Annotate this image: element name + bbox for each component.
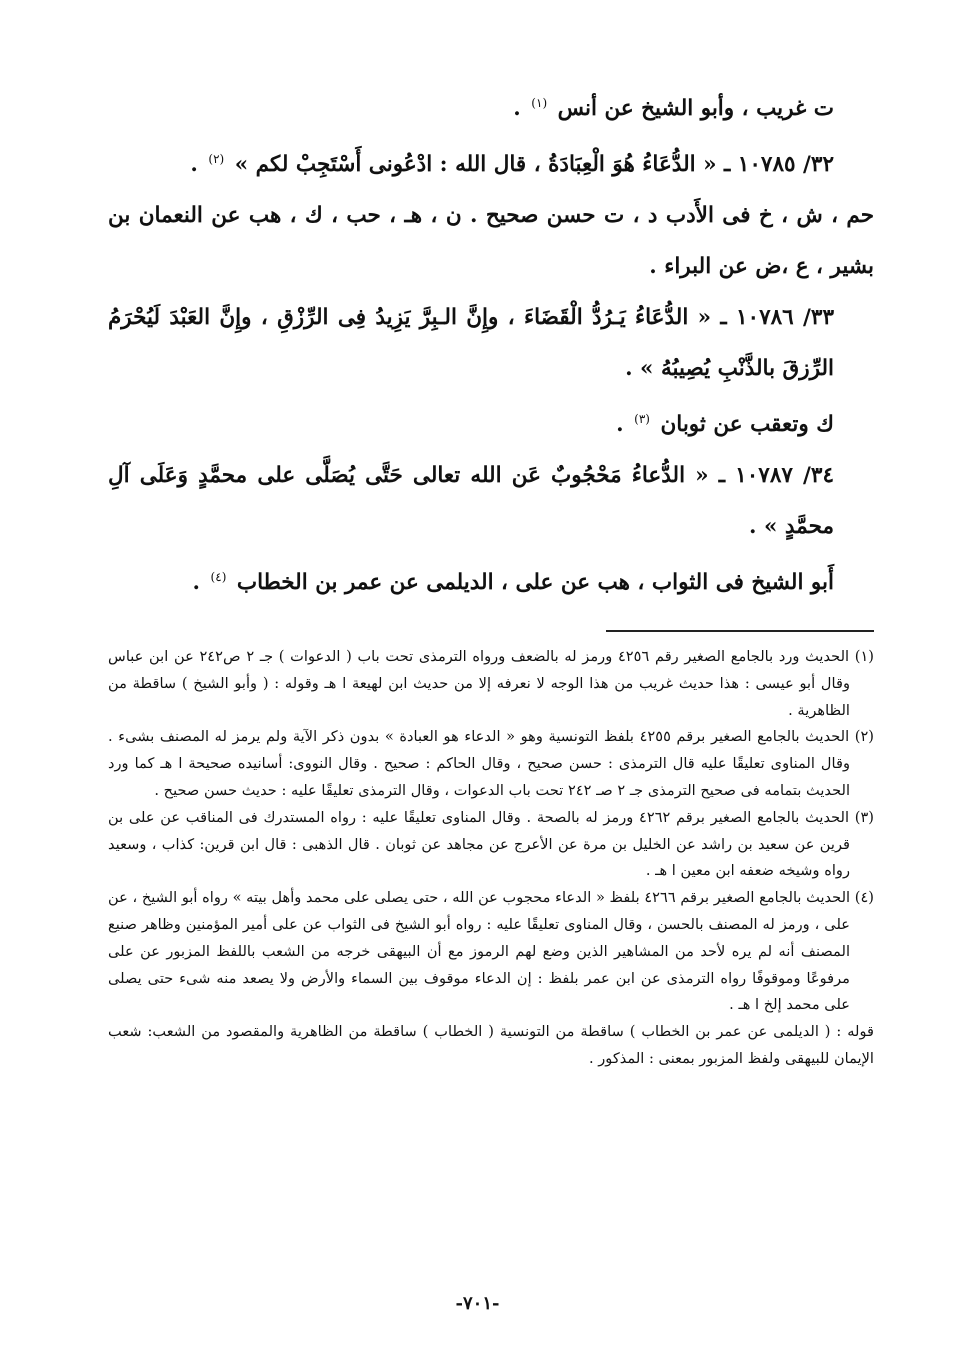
footnote-1: (١) الحديث ورد بالجامع الصغير رقم ٤٢٥٦ ورمز له بالضعف ورواه الترمذى تحت باب ( الدعوات ) جـ ٢ ص٢٤٢ عن ابن عباس وقال أبو عيسى : هذا حديث غريب من هذا الوجه لا نعرفه إلا من حديث ابن لهيعة ا هـ وقوله : ( وأبو الشيخ ) ساقطة من الظاهرية .: [108, 648, 874, 719]
footnote-ref-3[interactable]: (٣): [634, 412, 650, 426]
footnotes: [108, 644, 874, 1073]
hadith-32-sources: حم ، ش ، خ فى الأَدب د ، ت حسن صحيح . ن ، هـ ، حب ، ك ، هب عن النعمان بن بشير ، ع ،ض عن البراء .: [108, 203, 874, 279]
footnote-4: (٤) الحديث بالجامع الصغير برقم ٤٢٦٦ بلفظ « الدعاء محجوب عن الله ، حتى يصلى على محمد وأهل بيته » رواه أبو الشيخ ، عن على ، ورمز له المصنف بالحسن ، وقال المناوى تعليقًا عليه : رواه أبو الشيخ فى الثواب عن على أمير المؤمنين وظاهر صنيع المصنف أنه لم يره لأحد من المشاهير الذين وضع لهم الرموز مع أن البيهقى خرجه من الشعب باللفظ المزبور عن على مرفوعًا وموقوفًا رواه الترمذى عن ابن عمر بلفظ : إن الدعاء موقوف بين السماء والأرض ولا يصعد منه شىء حتى يصلى على محمد إلخ ا هـ .: [108, 889, 874, 1014]
hadith-32: ٣٢/ ١٠٧٨٥ ـ « الدُّعَاءُ هُوَ الْعِبَادَةُ ، قال الله : ادْعُونى أَسْتَجِبْ لكم » $^{(٢)}$ .: [190, 152, 834, 177]
footnote-ref-1[interactable]: (١): [531, 96, 548, 110]
hadith-33-sources: ك وتعقب عن ثوبان $^{(٣)}$ .: [616, 412, 834, 437]
page-body: [108, 78, 874, 1338]
footnote-ref-2[interactable]: (٢): [208, 152, 225, 166]
source-line-1: ت غريب ، وأبو الشيخ عن أنس $^{(١)}$ .: [513, 96, 834, 121]
hadith-33: ٣٣/ ١٠٧٨٦ ـ « الدُّعَاءُ يَـرُدُّ الْقَضَاءَ ، وإِنَّ الـبِرَّ يَزِيدُ فِى الرِّزْقِ ، وإِنَّ العَبْدَ لَيُحْرَمُ الرِّزقَ بالذَّنْبِ يُصِيبُهُ » .: [108, 305, 834, 381]
footnote-2: (٢) الحديث بالجامع الصغير برقم ٤٢٥٥ بلفظ التونسية وهو « الدعاء هو العبادة » بدون ذكر الآية ولم يرمز له المصنف بشىء . وقال المناوى تعليقًا عليه قال الترمذى : حسن صحيح ، وقال الحاكم : صحيح . وقال النووى: أسانيده صحيحة ا هـ كما ورد الحديث بتمامه فى صحيح الترمذى جـ ٢ صـ ٢٤٢ تحت باب الدعوات ، وقال الترمذى تعليقًا عليه : حديث حسن صحيح .: [108, 728, 874, 799]
footnote-ref-4[interactable]: (٤): [210, 570, 227, 584]
page-number: -٧٠١-: [455, 1293, 500, 1314]
main-text: [108, 78, 874, 608]
hadith-34: ٣٤/ ١٠٧٨٧ ـ « الدُّعاءُ مَحْجُوبٌ عَن الله تعالى حَتَّى يُصَلَّى على محمَّدٍ وَعَلَى آلِ محمَّدٍ » .: [108, 463, 835, 539]
footnote-3: (٣) الحديث بالجامع الصغير برقم ٤٢٦٢ ورمز له بالصحة . وقال المناوى تعليقًا عليه : رواه المستدرك فى المناقب عن على بن قرين عن سعيد بن راشد عن الخليل بن مرة عن الأعرج عن مجاهد عن ثوبان . قال الذهبى : قال ابن قرين: كذاب ، وسعيد رواه وشيخه ضعفه ابن معين ا هـ .: [108, 808, 874, 880]
footnote-note: قوله : ( الديلمى عن عمر بن الخطاب ) ساقطة من التونسية ( الخطاب ) ساقطة من الظاهرية والمقصود من الشعب: شعب الإيمان للبيهقى ولفظ المزبور بمعنى : المذكور .: [108, 1023, 874, 1067]
footnote-divider: [606, 630, 874, 632]
hadith-34-sources: أَبو الشيخ فى الثواب ، هب عن على ، الديلمى عن عمر بن الخطاب $^{(٤)}$ .: [192, 570, 834, 595]
